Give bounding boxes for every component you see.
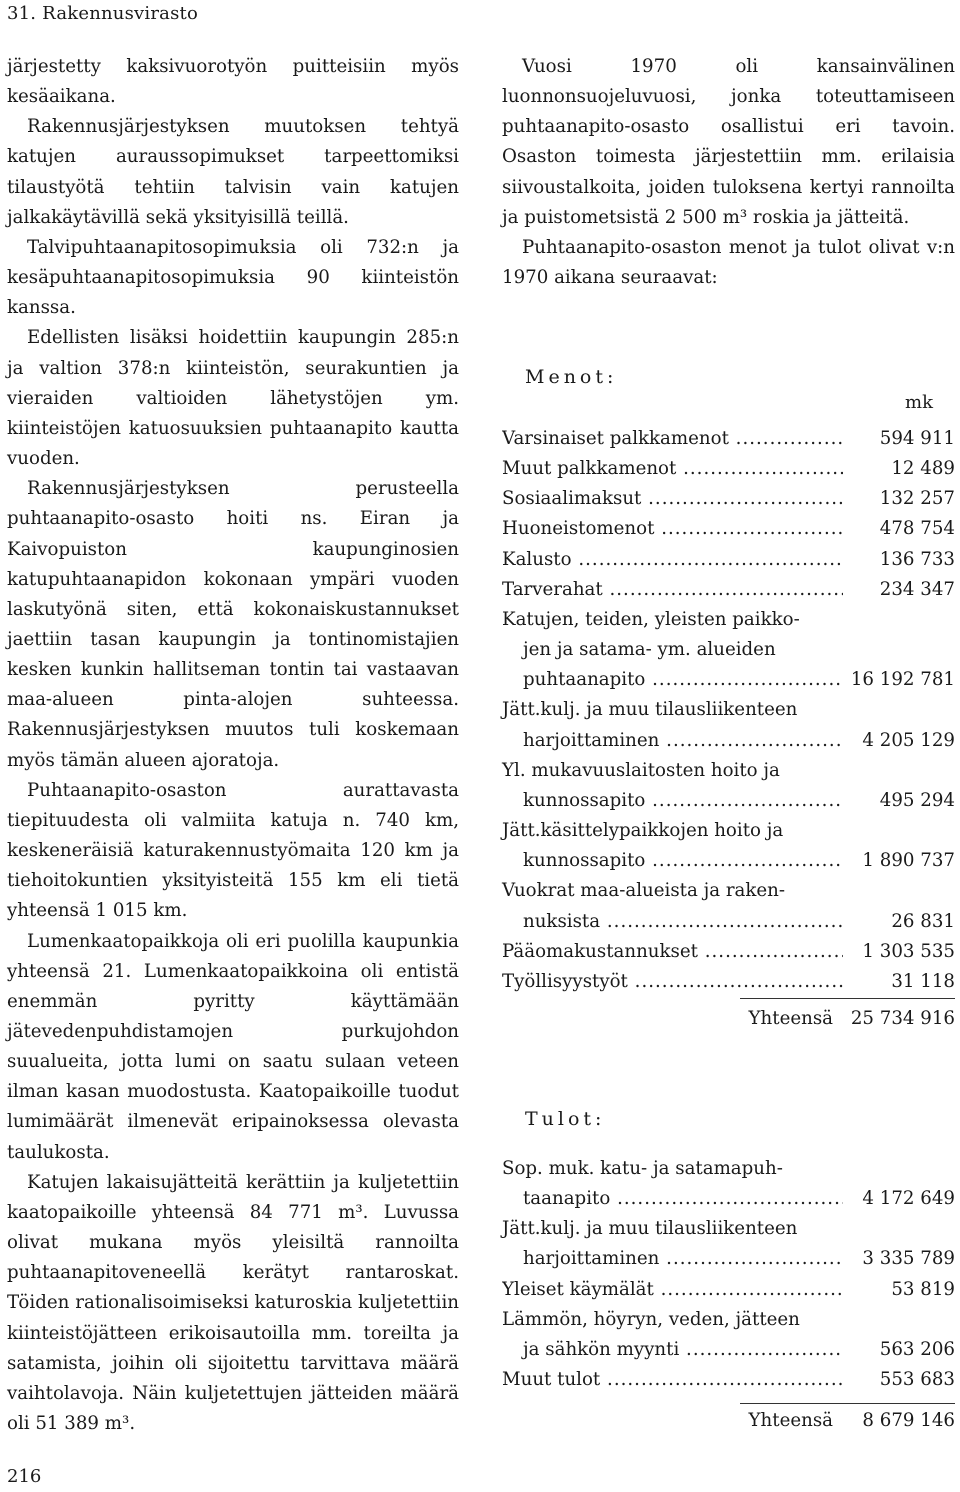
table-row bbox=[502, 484, 955, 514]
table-row bbox=[502, 1184, 955, 1214]
row-value: 136 733 bbox=[879, 548, 955, 570]
table-row bbox=[502, 545, 955, 575]
left-column bbox=[7, 52, 459, 1439]
paragraph: Vuosi 1970 oli kansainvälinen luonnonsuojeluvuosi, jonka toteuttamiseen puhtaanapito-osasto osallistui eri tavoin. Osaston toimesta järjestettiin mm. erilaisia siivoustalkoita, joiden tuloksena kertyi rannoilta ja puistometsistä 2 500 m³ roskia ja jätteitä. bbox=[502, 56, 955, 228]
table-row bbox=[502, 575, 955, 605]
row-label: puhtaanapito ..... bbox=[502, 665, 843, 695]
table-row bbox=[502, 937, 955, 967]
paragraph: Rakennusjärjestyksen perusteella puhtaanapito-osasto hoiti ns. Eiran ja Kaivopuiston kaupunginosien katupuhtaanapidon kokonaan ympäri vuoden laskutyönä siten, että kokonaiskustannukset jaettiin tasan kaupungin ja tontinomistajien kesken kunkin hallitseman tontin tai vastaavan maa-alueen pinta-alojen suhteessa. Rakennusjärjestyksen muutos tuli koskemaan myös tämän alueen ajoratoja. bbox=[7, 478, 459, 771]
right-column-intro bbox=[502, 52, 955, 293]
paragraph: järjestetty kaksivuorotyön puitteisiin myös kesäaikana. bbox=[7, 56, 459, 108]
row-label: taanapito ..... bbox=[502, 1184, 843, 1214]
paragraph: Puhtaanapito-osaston aurattavasta tiepituudesta oli valmiita katuja n. 740 km, keskeneräisiä katurakennustyömaita 120 km ja tiehoitokuntien yksityisteitä 155 km eli tietä yhteensä 1 015 km. bbox=[7, 779, 459, 922]
row-label: Kalusto ..... bbox=[502, 545, 843, 575]
row-value: 31 118 bbox=[891, 970, 955, 992]
row-label: Muut palkkamenot ..... bbox=[502, 454, 843, 484]
row-label-line: Jätt.kulj. ja muu tilausliikenteen bbox=[502, 699, 798, 721]
row-value: 234 347 bbox=[879, 578, 955, 600]
row-value: 563 206 bbox=[879, 1338, 955, 1360]
paragraph: Puhtaanapito-osaston menot ja tulot olivat v:n 1970 aikana seuraavat: bbox=[502, 236, 955, 289]
paragraph: Lumenkaatopaikkoja oli eri puolilla kaupunkia yhteensä 21. Lumenkaatopaikkoina oli entistä enemmän pyritty käyttämään jätevedenpuhdistamojen purkujohdon suualueita, jotta lumi on saatu sulaan veteen ilman kasan muodostusta. Kaatopaikoille tuodut lumimäärät ilmenevät eripainoksessa olevasta taulukosta. bbox=[7, 930, 459, 1163]
row-value: 132 257 bbox=[879, 488, 955, 510]
total-row bbox=[502, 1004, 955, 1034]
row-label: Muut tulot ..... bbox=[502, 1365, 843, 1395]
table-row bbox=[502, 1244, 955, 1274]
menot-heading: Menot: bbox=[525, 366, 618, 388]
row-value: 1 303 535 bbox=[862, 940, 955, 962]
table-row bbox=[502, 726, 955, 756]
row-value: 12 489 bbox=[891, 458, 955, 480]
row-value: 495 294 bbox=[879, 789, 955, 811]
row-label-line: Jätt.kulj. ja muu tilausliikenteen bbox=[502, 1218, 798, 1240]
table-row bbox=[502, 786, 955, 816]
table-row bbox=[502, 846, 955, 876]
row-value: 1 890 737 bbox=[862, 850, 955, 872]
row-label: Varsinaiset palkkamenot ..... bbox=[502, 424, 843, 454]
total-rule bbox=[740, 1403, 955, 1404]
row-label: Sosiaalimaksut ..... bbox=[502, 484, 843, 514]
paragraph: Talvipuhtaanapitosopimuksia oli 732:n ja kesäpuhtaanapitosopimuksia 90 kiinteistön kanssa. bbox=[7, 236, 459, 319]
total-label: Yhteensä bbox=[748, 1410, 833, 1431]
table-row bbox=[502, 1335, 955, 1365]
row-label: kunnossapito ..... bbox=[502, 786, 843, 816]
total-value: 8 679 146 bbox=[862, 1410, 955, 1431]
paragraph: Edellisten lisäksi hoidettiin kaupungin 285:n ja valtion 378:n kiinteistön, seurakuntien ja vieraiden valtioiden lähetystöjen ym. kiinteistöjen katuosuuksien puhtaanapito kautta vuoden. bbox=[7, 327, 459, 470]
total-row bbox=[502, 1406, 955, 1436]
row-label: kunnossapito ..... bbox=[502, 846, 843, 876]
row-label: Tarverahat ..... bbox=[502, 575, 843, 605]
row-value: 553 683 bbox=[879, 1369, 955, 1391]
row-value: 4 172 649 bbox=[862, 1188, 955, 1210]
total-label: Yhteensä bbox=[748, 1008, 833, 1029]
row-label-line: Yl. mukavuuslaitosten hoito ja bbox=[502, 759, 780, 781]
total-value: 25 734 916 bbox=[850, 1008, 955, 1029]
row-value: 16 192 781 bbox=[850, 669, 955, 691]
row-value: 26 831 bbox=[891, 910, 955, 932]
paragraph: Rakennusjärjestyksen muutoksen tehtyä katujen auraussopimukset tarpeettomiksi tilaustyötä tehtiin talvisin vain katujen jalkakäytävillä sekä yksityisillä teillä. bbox=[7, 116, 459, 228]
row-label: harjoittaminen ..... bbox=[502, 1244, 843, 1274]
row-label-line: Vuokrat maa-alueista ja raken- bbox=[502, 880, 786, 902]
row-label: Pääomakustannukset ..... bbox=[502, 937, 843, 967]
row-label-line: Jätt.käsittelypaikkojen hoito ja bbox=[502, 820, 784, 842]
row-value: 53 819 bbox=[891, 1278, 955, 1300]
row-label-line: jen ja satama- ym. alueiden bbox=[523, 639, 776, 661]
tulot-table bbox=[502, 1154, 955, 1395]
page-number: 216 bbox=[7, 1466, 42, 1487]
table-row bbox=[502, 907, 955, 937]
row-label: Yleiset käymälät ..... bbox=[502, 1275, 843, 1305]
row-label: Työllisyystyöt ..... bbox=[502, 967, 843, 997]
row-label: nuksista ..... bbox=[502, 907, 843, 937]
row-value: 478 754 bbox=[879, 518, 955, 540]
table-row bbox=[502, 424, 955, 454]
table-row bbox=[502, 1365, 955, 1395]
row-label: Huoneistomenot ..... bbox=[502, 514, 843, 544]
paragraph: Katujen lakaisujätteitä kerättiin ja kuljetettiin kaatopaikoille yhteensä 84 771 m³. Luvussa olivat mukana myös yleisiltä rannoilta puhtaanapitoveneellä kerätyt rantaroskat. Töiden rationalisoimiseksi katuroskia kuljetettiin kiinteistöjätteen erikoisautoilla mm. toreilta ja satamista, joihin oli sijoitettu tarvittava määrä vaihtolavoja. Näin kuljetettujen jätteiden määrä oli 51 389 m³. bbox=[7, 1171, 459, 1435]
row-value: 4 205 129 bbox=[862, 729, 955, 751]
table-row bbox=[502, 1275, 955, 1305]
table-row bbox=[502, 665, 955, 695]
total-rule bbox=[740, 998, 955, 999]
row-value: 594 911 bbox=[879, 428, 955, 449]
row-label: ja sähkön myynti ..... bbox=[502, 1335, 843, 1365]
running-header: 31. Rakennusvirasto bbox=[7, 3, 198, 24]
row-label: harjoittaminen ..... bbox=[502, 726, 843, 756]
row-label-line: Katujen, teiden, yleisten paikko- bbox=[502, 608, 800, 630]
menot-table bbox=[502, 424, 955, 997]
row-value: 3 335 789 bbox=[862, 1248, 955, 1270]
table-row bbox=[502, 514, 955, 544]
currency-unit: mk bbox=[905, 392, 933, 413]
tulot-total bbox=[502, 1406, 955, 1436]
table-row bbox=[502, 967, 955, 997]
row-label-line: Sop. muk. katu- ja satamapuh- bbox=[502, 1158, 783, 1179]
row-label-line: Lämmön, höyryn, veden, jätteen bbox=[502, 1308, 800, 1330]
tulot-heading: Tulot: bbox=[525, 1108, 606, 1130]
table-row bbox=[502, 454, 955, 484]
menot-total bbox=[502, 1004, 955, 1034]
